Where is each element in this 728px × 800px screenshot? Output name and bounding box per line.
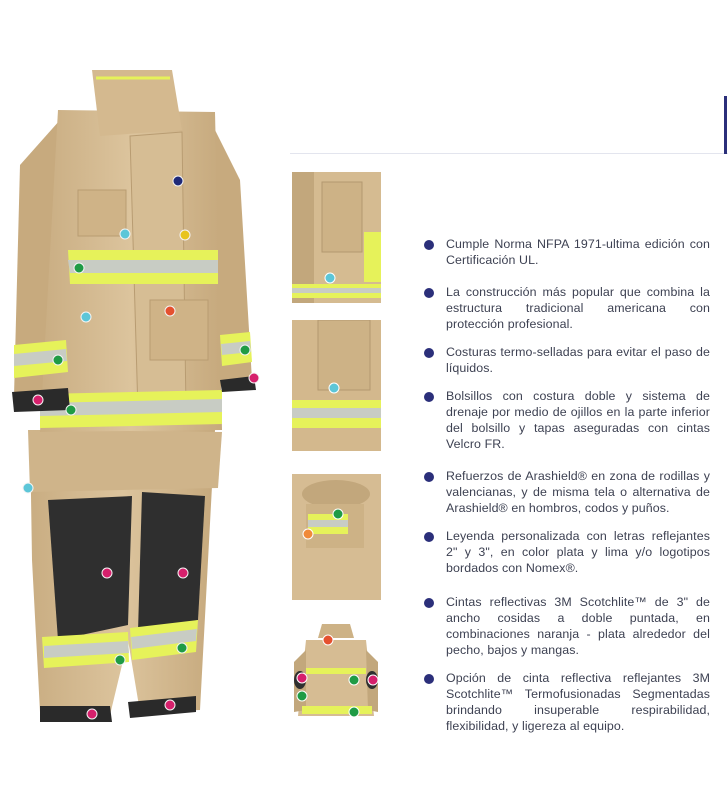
marker-green	[74, 263, 84, 273]
marker-green	[177, 643, 187, 653]
header-divider	[290, 153, 728, 154]
pants	[28, 430, 222, 722]
marker-magenta	[165, 700, 175, 710]
feature-text: Opción de cinta reflectiva reflejantes 3M Scotchlite™ Termofusionadas Segmentadas brindando insuperable respirabilidad, flexibilidad, y ligereza al equipo.	[446, 671, 710, 733]
feature-item-nfpa	[424, 236, 710, 268]
marker-navy	[173, 176, 183, 186]
marker-cyan	[120, 229, 130, 239]
feature-text: Leyenda personalizada con letras reflejantes 2" y 3", en color plata y lima y/o logotipos bordados con Nomex®.	[446, 529, 710, 575]
marker-magenta	[102, 568, 112, 578]
bullet-icon	[424, 598, 434, 608]
marker-cyan	[81, 312, 91, 322]
feature-text: Cintas reflectivas 3M Scotchlite™ de 3" de ancho cosidas a doble puntada, en combinaciones naranja - plata alrededor del pecho, bajos y mangas.	[446, 595, 710, 657]
knee-reinforcement-left	[48, 496, 132, 640]
feature-item-segmented-tape	[424, 670, 710, 734]
knee-reinforcement-right	[138, 492, 205, 632]
detail-photo-chest-pocket	[292, 172, 381, 303]
feature-item-reflective-tape	[424, 594, 710, 658]
feature-item-reinforcements	[424, 468, 710, 516]
bullet-icon	[424, 348, 434, 358]
detail-photo-sleeve-cuff	[292, 474, 381, 600]
bullet-icon	[424, 288, 434, 298]
turnout-gear-image	[0, 0, 290, 800]
feature-text: Bolsillos con costura doble y sistema de drenaje por medio de ojillos en la parte inferior del bolsillo y tapas aseguradas con cintas Velcro FR.	[446, 389, 710, 451]
detail-photo-lower-pocket	[292, 320, 381, 451]
coat	[12, 70, 256, 432]
feature-item-lettering	[424, 528, 710, 576]
feature-item-seams	[424, 344, 710, 376]
feature-text: Refuerzos de Arashield® en zona de rodillas y valencianas, y de misma tela o alternativa de Arashield® en hombros, codos y puños.	[446, 469, 710, 515]
feature-item-pockets	[424, 388, 710, 452]
feature-text: Costuras termo-selladas para evitar el paso de líquidos.	[446, 345, 710, 375]
marker-red	[165, 306, 175, 316]
marker-magenta	[249, 373, 259, 383]
marker-magenta	[178, 568, 188, 578]
marker-yellow	[180, 230, 190, 240]
marker-magenta	[33, 395, 43, 405]
detail-photo-coat-back	[292, 620, 381, 730]
marker-green	[115, 655, 125, 665]
marker-cyan	[23, 483, 33, 493]
accent-bar	[724, 96, 727, 154]
feature-text: La construcción más popular que combina la estructura tradicional americana con protección profesional.	[446, 285, 710, 331]
bullet-icon	[424, 532, 434, 542]
bullet-icon	[424, 472, 434, 482]
marker-green	[66, 405, 76, 415]
marker-green	[53, 355, 63, 365]
marker-green	[240, 345, 250, 355]
marker-magenta	[87, 709, 97, 719]
bullet-icon	[424, 674, 434, 684]
bullet-icon	[424, 240, 434, 250]
bullet-icon	[424, 392, 434, 402]
feature-text: Cumple Norma NFPA 1971-ultima edición con Certificación UL.	[446, 237, 710, 267]
feature-item-construction	[424, 284, 710, 332]
